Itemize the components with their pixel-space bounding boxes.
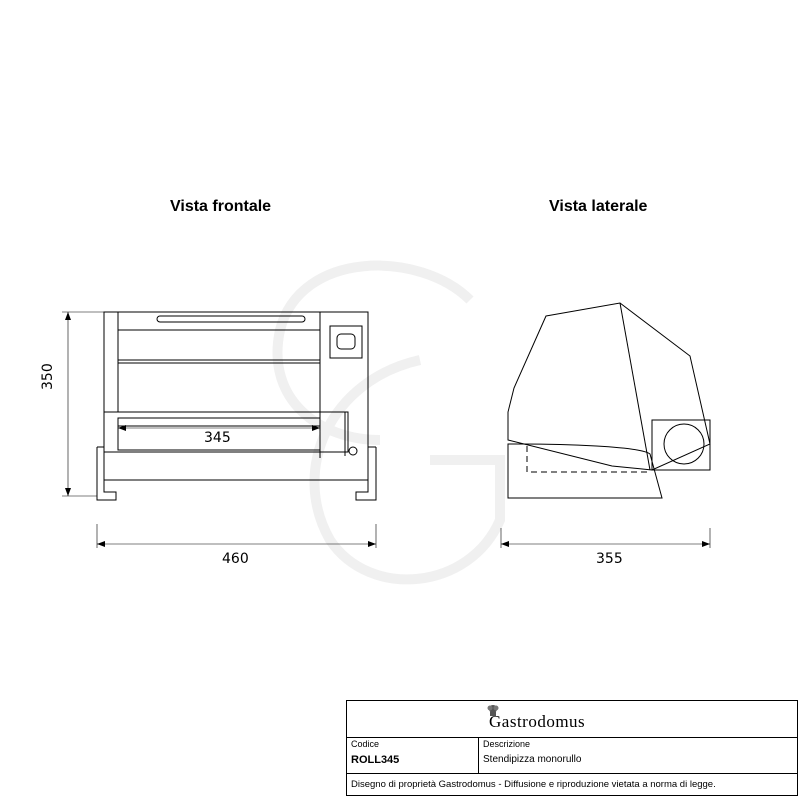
title-block [346, 700, 798, 796]
description-value: Stendipizza monorullo [483, 754, 582, 765]
front-view-title: Vista frontale [170, 198, 272, 215]
front-height-dimension: 350 [40, 363, 56, 390]
side-tray [508, 444, 662, 498]
code-description-row [347, 737, 797, 774]
disclaimer-text: Disegno di proprietà Gastrodomus - Diffusione e riproduzione vietata a norma di legge. [351, 779, 716, 790]
side-roller-circle [664, 424, 704, 464]
front-width-dimension: 460 [222, 551, 249, 567]
brand-name: Gastrodomus [489, 712, 586, 731]
brand-row [347, 701, 797, 737]
code-value: ROLL345 [351, 754, 400, 766]
side-depth-dimension: 355 [596, 551, 623, 567]
side-view-title: Vista laterale [549, 198, 648, 215]
side-housing [508, 303, 710, 470]
roller-length-dimension: 345 [204, 430, 231, 446]
code-cell [347, 738, 479, 774]
side-control-box [652, 420, 710, 470]
code-label: Codice [351, 739, 380, 749]
description-cell [479, 738, 797, 774]
disclaimer-row [347, 773, 797, 796]
description-label: Descrizione [483, 739, 531, 749]
